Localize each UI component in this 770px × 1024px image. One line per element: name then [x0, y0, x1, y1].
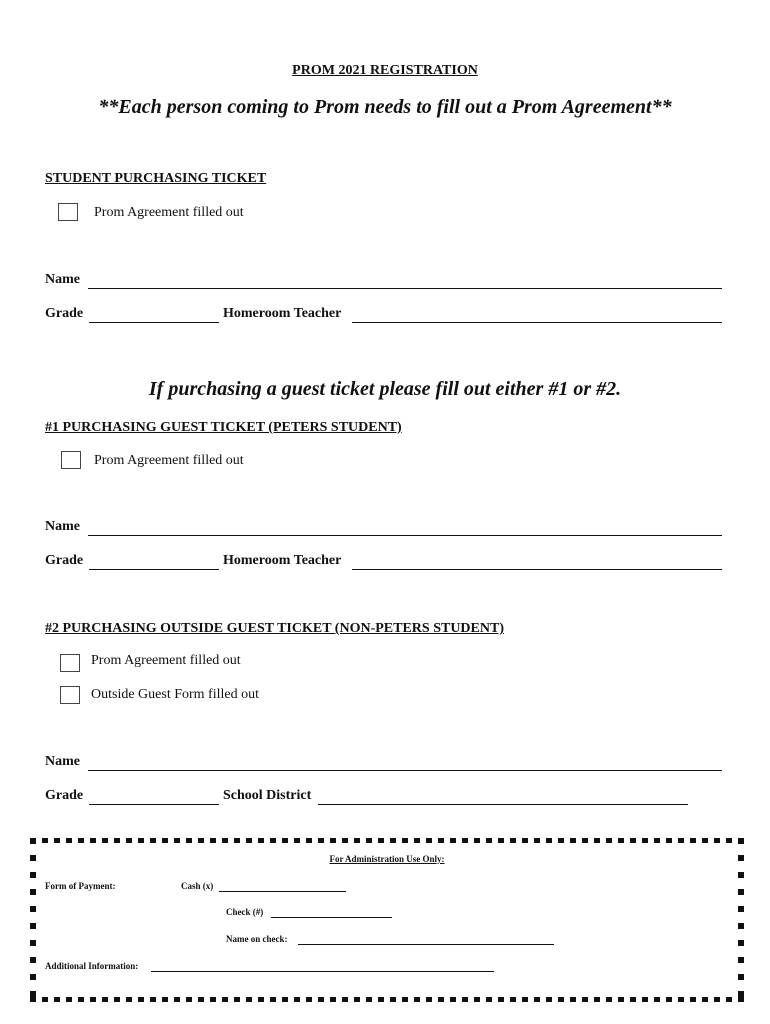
guest2-name-field[interactable]	[88, 770, 722, 771]
cash-field[interactable]	[219, 891, 346, 892]
student-grade-field[interactable]	[89, 322, 219, 323]
guest2-name-label: Name	[45, 754, 80, 769]
guest2-outside-form-checkbox[interactable]	[60, 686, 80, 704]
guest1-agreement-checkbox[interactable]	[61, 451, 81, 469]
admin-box-border-top	[30, 838, 744, 843]
guest1-agreement-label: Prom Agreement filled out	[94, 453, 244, 468]
student-agreement-label: Prom Agreement filled out	[94, 205, 244, 220]
guest-instruction: If purchasing a guest ticket please fill out either #1 or #2.	[148, 378, 622, 400]
guest2-grade-field[interactable]	[89, 804, 219, 805]
additional-info-field[interactable]	[151, 971, 494, 972]
student-name-label: Name	[45, 272, 80, 287]
guest2-agreement-label: Prom Agreement filled out	[91, 653, 241, 668]
student-grade-label: Grade	[45, 306, 84, 321]
guest1-grade-field[interactable]	[89, 569, 219, 570]
guest1-teacher-field[interactable]	[352, 569, 722, 570]
student-teacher-field[interactable]	[352, 322, 722, 323]
guest2-grade-label: Grade	[45, 788, 84, 803]
guest2-district-label: School District	[223, 788, 312, 803]
admin-use-box	[30, 838, 744, 1002]
name-on-check-label: Name on check:	[226, 934, 288, 944]
payment-label: Form of Payment:	[45, 881, 116, 891]
guest1-name-field[interactable]	[88, 535, 722, 536]
guest1-teacher-label: Homeroom Teacher	[223, 553, 342, 568]
student-agreement-checkbox[interactable]	[58, 203, 78, 221]
additional-info-label: Additional Information:	[45, 961, 139, 971]
guest1-name-label: Name	[45, 519, 80, 534]
admin-box-border-bottom	[30, 997, 744, 1002]
check-field[interactable]	[271, 917, 392, 918]
form-subtitle: **Each person coming to Prom needs to fill out a Prom Agreement**	[98, 96, 672, 118]
student-teacher-label: Homeroom Teacher	[223, 306, 342, 321]
guest1-grade-label: Grade	[45, 553, 84, 568]
guest1-section-heading: #1 PURCHASING GUEST TICKET (PETERS STUDENT)	[45, 420, 402, 435]
name-on-check-field[interactable]	[298, 944, 554, 945]
student-name-field[interactable]	[88, 288, 722, 289]
guest2-outside-form-label: Outside Guest Form filled out	[91, 687, 259, 702]
form-title: PROM 2021 REGISTRATION	[292, 63, 478, 78]
guest2-section-heading: #2 PURCHASING OUTSIDE GUEST TICKET (NON-PETERS STUDENT)	[45, 621, 504, 636]
guest2-agreement-checkbox[interactable]	[60, 654, 80, 672]
check-label: Check (#)	[226, 907, 264, 917]
guest2-district-field[interactable]	[318, 804, 688, 805]
student-section-heading: STUDENT PURCHASING TICKET	[45, 171, 267, 186]
admin-heading: For Administration Use Only:	[329, 854, 445, 864]
cash-label: Cash (x)	[181, 881, 214, 891]
